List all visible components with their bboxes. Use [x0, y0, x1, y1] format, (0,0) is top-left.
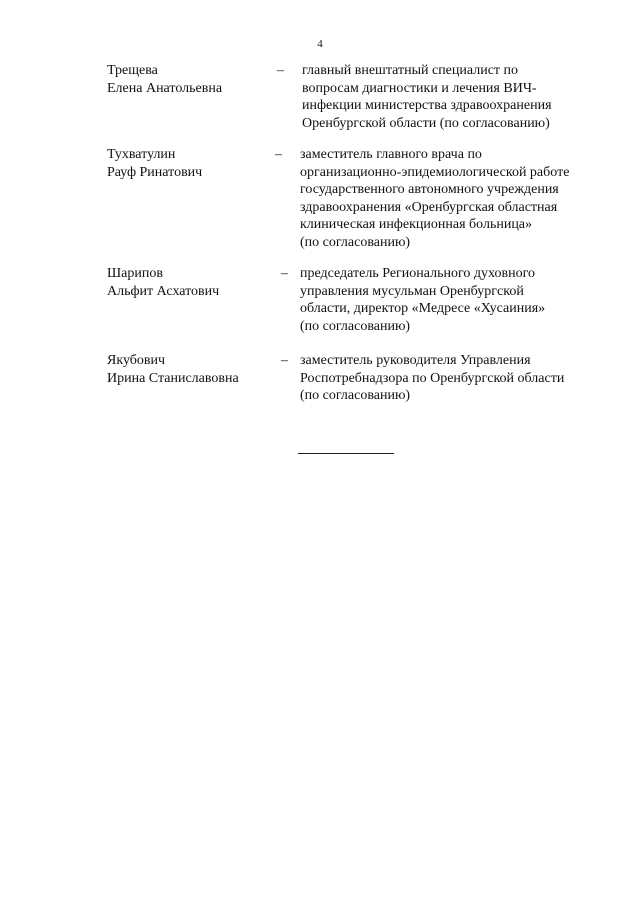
- member-role: [300, 146, 600, 251]
- role-line: организационно-эпидемиологической работе: [300, 164, 570, 180]
- member-surname: Тухватулин: [107, 147, 176, 162]
- member-given-names: Елена Анатольевна: [107, 80, 223, 96]
- role-line: области, директор «Медресе «Хусаиния»: [300, 301, 546, 316]
- page-number: 4: [317, 38, 323, 50]
- role-line: председатель Регионального духовного: [300, 266, 535, 281]
- role-line: клиническая инфекционная больница»: [300, 217, 533, 232]
- role-line: главный внештатный специалист по: [302, 63, 519, 78]
- role-line: инфекции министерства здравоохранения: [302, 98, 552, 113]
- role-line: заместитель руководителя Управления: [300, 353, 531, 368]
- role-line: (по согласованию): [300, 318, 411, 334]
- member-role: [300, 265, 600, 335]
- dash-separator: –: [281, 266, 288, 281]
- member-given-names: Альфит Асхатович: [107, 283, 220, 299]
- member-role: [300, 352, 600, 405]
- member-given-names: Ирина Станиславовна: [107, 370, 239, 386]
- role-line: заместитель главного врача по: [300, 147, 482, 162]
- role-line: (по согласованию): [300, 388, 411, 403]
- role-line: государственного автономного учреждения: [300, 182, 559, 197]
- role-line: вопросам диагностики и лечения ВИЧ-: [302, 80, 537, 96]
- dash-separator: –: [281, 353, 288, 368]
- role-line: здравоохранения «Оренбургская областная: [300, 199, 558, 215]
- role-line: Роспотребнадзора по Оренбургской области: [300, 370, 565, 386]
- member-name: [107, 62, 277, 97]
- member-surname: Якубович: [107, 353, 166, 368]
- member-name: [107, 352, 277, 387]
- role-line: (по согласованию): [300, 234, 411, 250]
- end-of-list-rule: [298, 453, 394, 454]
- member-name: [107, 265, 277, 300]
- role-line: управления мусульман Оренбургской: [300, 283, 524, 299]
- member-role: [302, 62, 602, 132]
- role-line: Оренбургской области (по согласованию): [302, 115, 550, 131]
- member-given-names: Рауф Ринатович: [107, 164, 203, 180]
- dash-separator: –: [275, 147, 282, 162]
- member-name: [107, 146, 277, 181]
- dash-separator: –: [277, 63, 284, 78]
- member-surname: Шарипов: [107, 266, 163, 281]
- member-surname: Трещева: [107, 63, 158, 78]
